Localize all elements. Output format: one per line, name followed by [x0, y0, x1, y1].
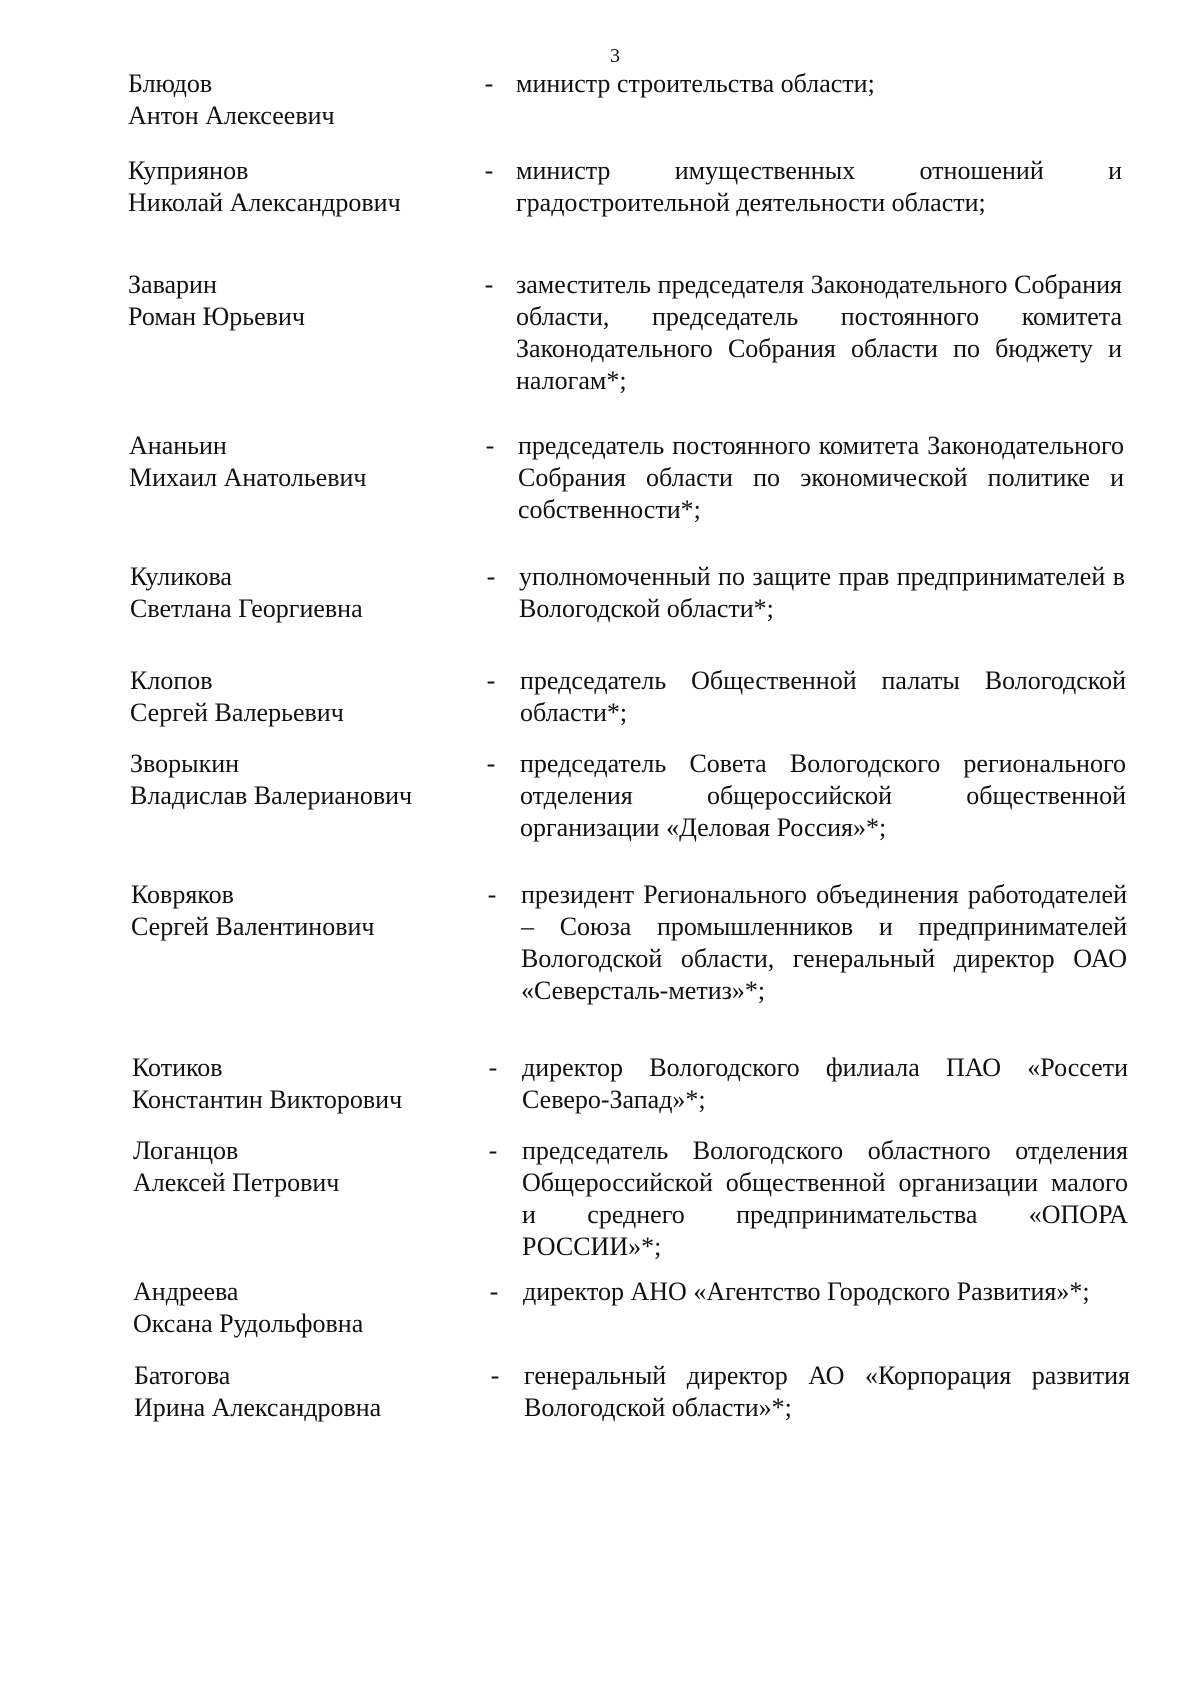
- member-surname: Зворыкин: [130, 749, 240, 778]
- member-given-names: Роман Юрьевич: [128, 302, 305, 331]
- separator-dash: -: [484, 156, 494, 185]
- member-surname: Батогова: [134, 1361, 231, 1390]
- member-surname: Ковряков: [131, 880, 234, 909]
- member-surname: Блюдов: [128, 69, 213, 98]
- member-given-names: Антон Алексеевич: [128, 101, 335, 130]
- separator-dash: -: [488, 1053, 498, 1082]
- member-given-names: Сергей Валерьевич: [130, 698, 344, 727]
- member-surname: Логанцов: [133, 1136, 239, 1165]
- member-name: [128, 269, 488, 333]
- member-given-names: Михаил Анатольевич: [129, 463, 367, 492]
- separator-dash: -: [490, 1361, 500, 1390]
- member-surname: Ананьин: [129, 431, 227, 460]
- member-name: [130, 748, 490, 812]
- member-position: председатель Вологодского областного отделения Общероссийской общественной организации малого и среднего предпринимательства «ОПОРА РОССИИ»*;: [522, 1136, 1128, 1261]
- member-position: министр имущественных отношений и градостроительной деятельности области;: [516, 156, 1122, 217]
- member-given-names: Светлана Георгиевна: [130, 594, 363, 623]
- separator-dash: -: [487, 880, 497, 909]
- separator-dash: -: [484, 69, 494, 98]
- separator-dash: -: [486, 666, 496, 695]
- member-name: [129, 430, 489, 494]
- member-given-names: Оксана Рудольфовна: [133, 1309, 364, 1338]
- member-given-names: Константин Викторович: [132, 1085, 403, 1114]
- member-given-names: Алексей Петрович: [133, 1168, 340, 1197]
- page-number: 3: [610, 45, 620, 67]
- member-position: председатель Общественной палаты Вологодской области*;: [520, 666, 1126, 727]
- member-name: [131, 879, 491, 943]
- member-surname: Андреева: [133, 1277, 239, 1306]
- member-position: президент Регионального объединения работодателей – Союза промышленников и предпринимателей Вологодской области, генеральный директор ОАО «Северсталь-метиз»*;: [521, 880, 1127, 1005]
- member-name: [130, 561, 490, 625]
- member-surname: Клопов: [130, 666, 213, 695]
- member-surname: Заварин: [128, 270, 217, 299]
- member-position: председатель Совета Вологодского регионального отделения общероссийской общественной организации «Деловая Россия»*;: [520, 749, 1126, 842]
- member-name: [133, 1135, 493, 1199]
- separator-dash: -: [488, 1136, 498, 1165]
- separator-dash: -: [486, 562, 496, 591]
- member-position: директор АНО «Агентство Городского Развития»*;: [523, 1277, 1090, 1306]
- separator-dash: -: [485, 431, 495, 460]
- member-given-names: Николай Александрович: [128, 188, 401, 217]
- member-name: [133, 1276, 493, 1340]
- member-position: уполномоченный по защите прав предпринимателей в Вологодской области*;: [519, 562, 1125, 623]
- member-position: генеральный директор АО «Корпорация развития Вологодской области»*;: [524, 1361, 1130, 1422]
- member-name: [132, 1052, 492, 1116]
- separator-dash: -: [486, 749, 496, 778]
- member-position: министр строительства области;: [516, 69, 875, 98]
- member-name: [130, 665, 490, 729]
- separator-dash: -: [489, 1277, 499, 1306]
- member-position: заместитель председателя Законодательного Собрания области, председатель постоянного комитета Законодательного Собрания области по бюджету и налогам*;: [516, 270, 1122, 395]
- member-position: директор Вологодского филиала ПАО «Россети Северо-Запад»*;: [522, 1053, 1128, 1114]
- member-given-names: Ирина Александровна: [134, 1393, 382, 1422]
- member-name: [128, 155, 488, 219]
- member-surname: Куликова: [130, 562, 232, 591]
- member-position: председатель постоянного комитета Законодательного Собрания области по экономической политике и собственности*;: [518, 431, 1124, 524]
- member-name: [128, 68, 488, 132]
- member-surname: Котиков: [132, 1053, 223, 1082]
- member-surname: Куприянов: [128, 156, 249, 185]
- separator-dash: -: [484, 270, 494, 299]
- member-given-names: Владислав Валерианович: [130, 781, 413, 810]
- member-given-names: Сергей Валентинович: [131, 912, 375, 941]
- member-name: [134, 1360, 494, 1424]
